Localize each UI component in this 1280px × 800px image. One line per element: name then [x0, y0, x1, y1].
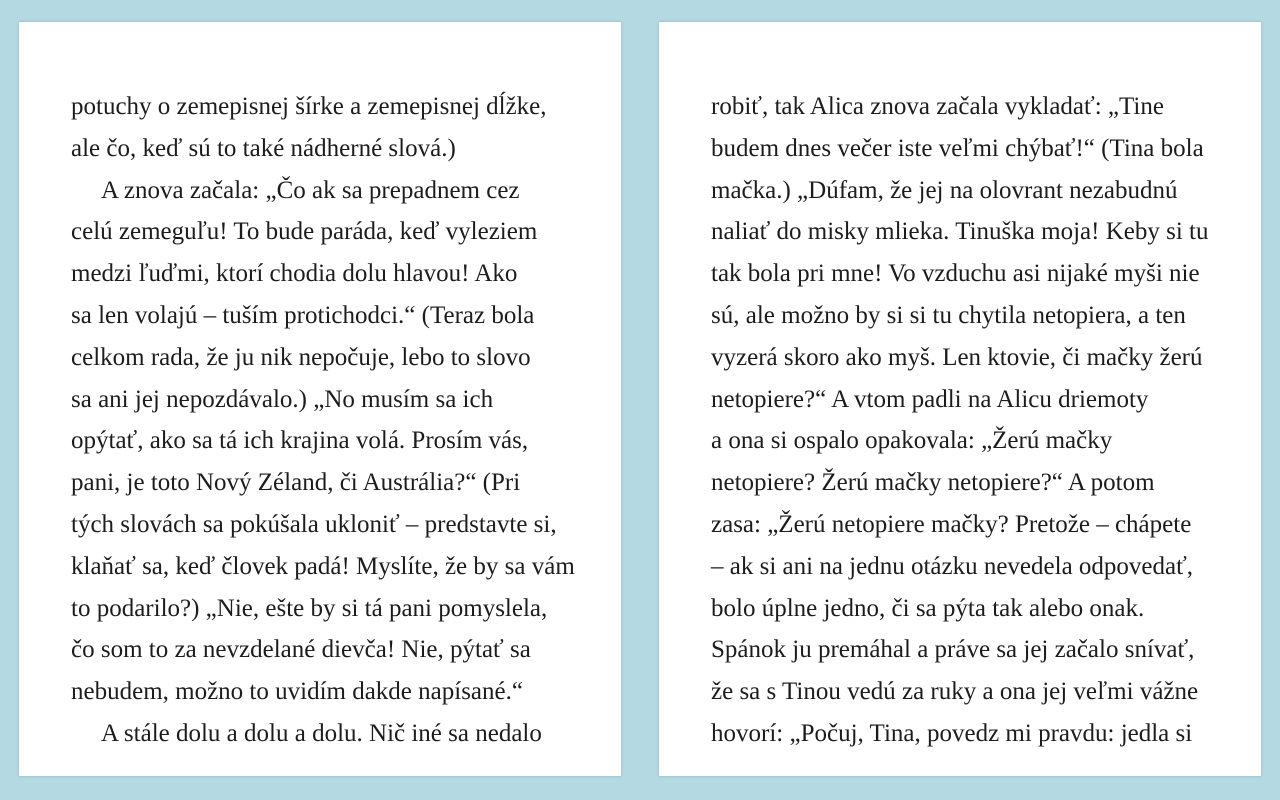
text-line: medzi ľuďmi, ktorí chodia dolu hlavou! Ako	[71, 260, 518, 288]
text-line: nebudem, možno to uvidím dakde napísané.“	[71, 678, 523, 706]
left-page-text	[19, 86, 621, 755]
text-line: netopiere? Žerú mačky netopiere?“ A potom	[711, 469, 1155, 497]
left-page	[19, 22, 621, 776]
text-line: tak bola pri mne! Vo vzduchu asi nijaké myši nie	[711, 260, 1200, 288]
text-line: že sa s Tinou vedú za ruky a ona jej veľmi vážne	[711, 678, 1199, 706]
text-line: sú, ale možno by si si tu chytila netopiera, a ten	[711, 301, 1186, 329]
text-line: mačka.) „Dúfam, že jej na olovrant nezabudnú	[711, 176, 1178, 204]
text-line: celkom rada, že ju nik nepočuje, lebo to slovo	[71, 343, 531, 371]
text-line: A stále dolu a dolu a dolu. Nič iné sa nedalo	[101, 719, 542, 747]
text-line: ale čo, keď sú to také nádherné slová.)	[71, 134, 456, 162]
text-line: budem dnes večer iste veľmi chýbať!“ (Tina bola	[711, 134, 1204, 162]
text-line: bolo úplne jedno, či sa pýta tak alebo onak.	[711, 594, 1145, 622]
text-line: naliať do misky mlieka. Tinuška moja! Keby si tu	[711, 218, 1209, 246]
right-page	[659, 22, 1261, 776]
right-page-text	[659, 86, 1261, 755]
text-line: robiť, tak Alica znova začala vykladať: „Tine	[711, 93, 1164, 120]
text-line: potuchy o zemepisnej šírke a zemepisnej dĺžke,	[71, 93, 547, 120]
text-line: klaňať sa, keď človek padá! Myslíte, že by sa vám	[71, 552, 575, 580]
text-line: Spánok ju premáhal a práve sa jej začalo snívať,	[711, 636, 1195, 664]
text-line: pani, je toto Nový Zéland, či Austrália?“ (Pri	[71, 469, 521, 497]
text-line: sa len volajú – tuším protichodci.“ (Teraz bola	[71, 301, 535, 329]
text-line: čo som to za nevzdelané dievča! Nie, pýtať sa	[71, 636, 531, 664]
text-line: to podarilo?) „Nie, ešte by si tá pani pomyslela,	[71, 594, 548, 622]
text-line: celú zemeguľu! To bude paráda, keď vyleziem	[71, 218, 538, 246]
text-line: A znova začala: „Čo ak sa prepadnem cez	[101, 176, 520, 204]
text-line: vyzerá skoro ako myš. Len ktovie, či mačky žerú	[711, 343, 1203, 371]
text-line: sa ani jej nepozdávalo.) „No musím sa ich	[71, 385, 494, 413]
text-line: – ak si ani na jednu otázku nevedela odpovedať,	[711, 552, 1194, 580]
text-line: tých slovách sa pokúšala ukloniť – predstavte si,	[71, 510, 557, 538]
text-line: a ona si ospalo opakovala: „Žerú mačky	[711, 427, 1113, 455]
text-line: zasa: „Žerú netopiere mačky? Pretože – chápete	[711, 510, 1192, 538]
text-line: opýtať, ako sa tá ich krajina volá. Prosím vás,	[71, 427, 529, 455]
text-line: hovorí: „Počuj, Tina, povedz mi pravdu: jedla si	[711, 719, 1193, 747]
text-line: netopiere?“ A vtom padli na Alicu driemoty	[711, 385, 1149, 413]
